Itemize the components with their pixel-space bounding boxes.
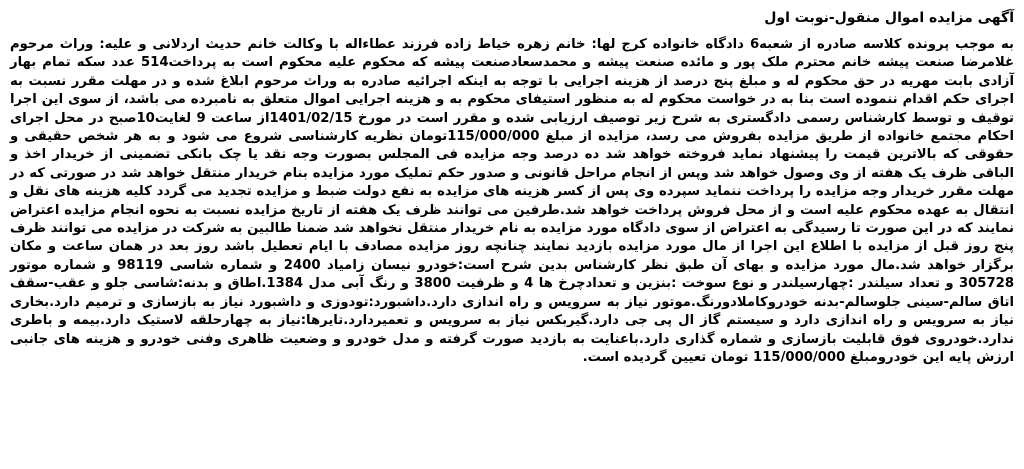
notice-body: به موجب پرونده کلاسه صادره از شعبه6 دادگاه خانواده کرج لها: خانم زهره خیاط زاده فرزند عطاءاله با وکالت خانم حدیث اردلانی و علیه: وراث مرحوم غلامرضا صنعت پیشه خانم محترم ملک پور و مائده صنعت پیشه و محمدسعادصنعت پیشه که محکوم علیه محکوم است به پرداخت514 عدد سکه تمام بهار آزادی بابت مهریه در حق محکوم له و مبلغ پنج درصد از هزینه اجرایی با توجه به اینکه اجرائیه صادره به وراث مرحوم ابلاغ شده و در مهلت مقرر نسبت به اجرای حکم اقدام ننموده است بنا به در خواست محکوم له به منظور استیفای محکوم به و هزینه اجرایی اموال متعلق به نامبرده می باشد، از سوی این اجرا توقیف و توسط کارشناس رسمی دادگستری به شرح زیر توصیف ارزیابی شده و مقرر است در مورخ 1401/02/15از ساعت 9 لغایت10صبح در محل اجرای احکام مجتمع خانواده از طریق مزایده بفروش می رسد، مزایده از مبلغ 115/000/000تومان نظریه کارشناسی شروع می شود و به هر شخص حقیقی و حقوقی که بالاترین قیمت را پیشنهاد نماید فروخته خواهد شد ده درصد وجه مزایده فی المجلس بصورت وجه نقد یا چک بانکی تضمینی از خریدار اخذ و الباقی ظرف یک هفته از وی وصول خواهد شد وپس از انجام مراحل قانونی و صدور حکم تملیک مورد مزایده بنام خریدار منتقل خواهد شد در صورتی که در مهلت مقرر خریدار وجه مزایده را پرداخت ننماید سپرده وی پس از کسر هزینه های مزایده به نفع دولت ضبط و مزایده تجدید می گردد کلیه هزینه های نقل و انتقال به عهده محکوم علیه است و از محل فروش پرداخت خواهد شد.طرفین می توانند ظرف یک هفته از تاریخ مزایده نسبت به نحوه انجام مزایده اعتراض نمایند که در این صورت تا رسیدگی به اعتراض از سوی دادگاه مورد مزایده به نام خریدار منتقل نخواهد شد ضمنا طالبین به شرکت در مزایده می توانند ظرف پنج روز قبل از مزایده با اطلاع این اجرا از مال مورد مزایده بازدید نمایند چنانچه روز مزایده مصادف با ایام تعطیل باشد روز بعد در همان ساعت و مکان برگزار خواهد شد.مال مورد مزایده و بهای آن طبق نظر کارشناس بدین شرح است:خودرو نیسان زامیاد 2400 و شماره شاسی 98119 و شماره موتور 305728 و تعداد سیلندر :چهارسیلندر و نوع سوخت :بنزین و تعدادچرخ ها 4 و ظرفیت 3800 و رنگ آبی مدل 1384.اطاق و بدنه:شاسی جلو و عقب-سقف اتاق سالم-سینی جلوسالم-بدنه خودروکاملادورنگ.موتور نیاز به سرویس و راه اندازی دارد.داشبورد:تودوزی و داشبورد نیاز به بازسازی و ترمیم دارد.بخاری نیاز به سرویس و راه اندازی دارد و سیستم گاز ال پی جی دارد.گیربکس نیاز به سرویس و تعمیردارد.تایرها:نیاز به چهارحلقه لاستیک دارد.بیمه و باطری ندارد.خودروی فوق قابلیت بازسازی و شماره گذاری دارد.باعنایت به بازدید صورت گرفته و مدل خودرو و وضعیت ظاهری وفنی خودرو و هزینه های جانبی ارزش پایه این خودرومبلغ 115/000/000 تومان تعیین گردیده است. [10, 37, 1014, 365]
notice-title: آگهی مزایده اموال منقول-نوبت اول [764, 10, 1014, 26]
